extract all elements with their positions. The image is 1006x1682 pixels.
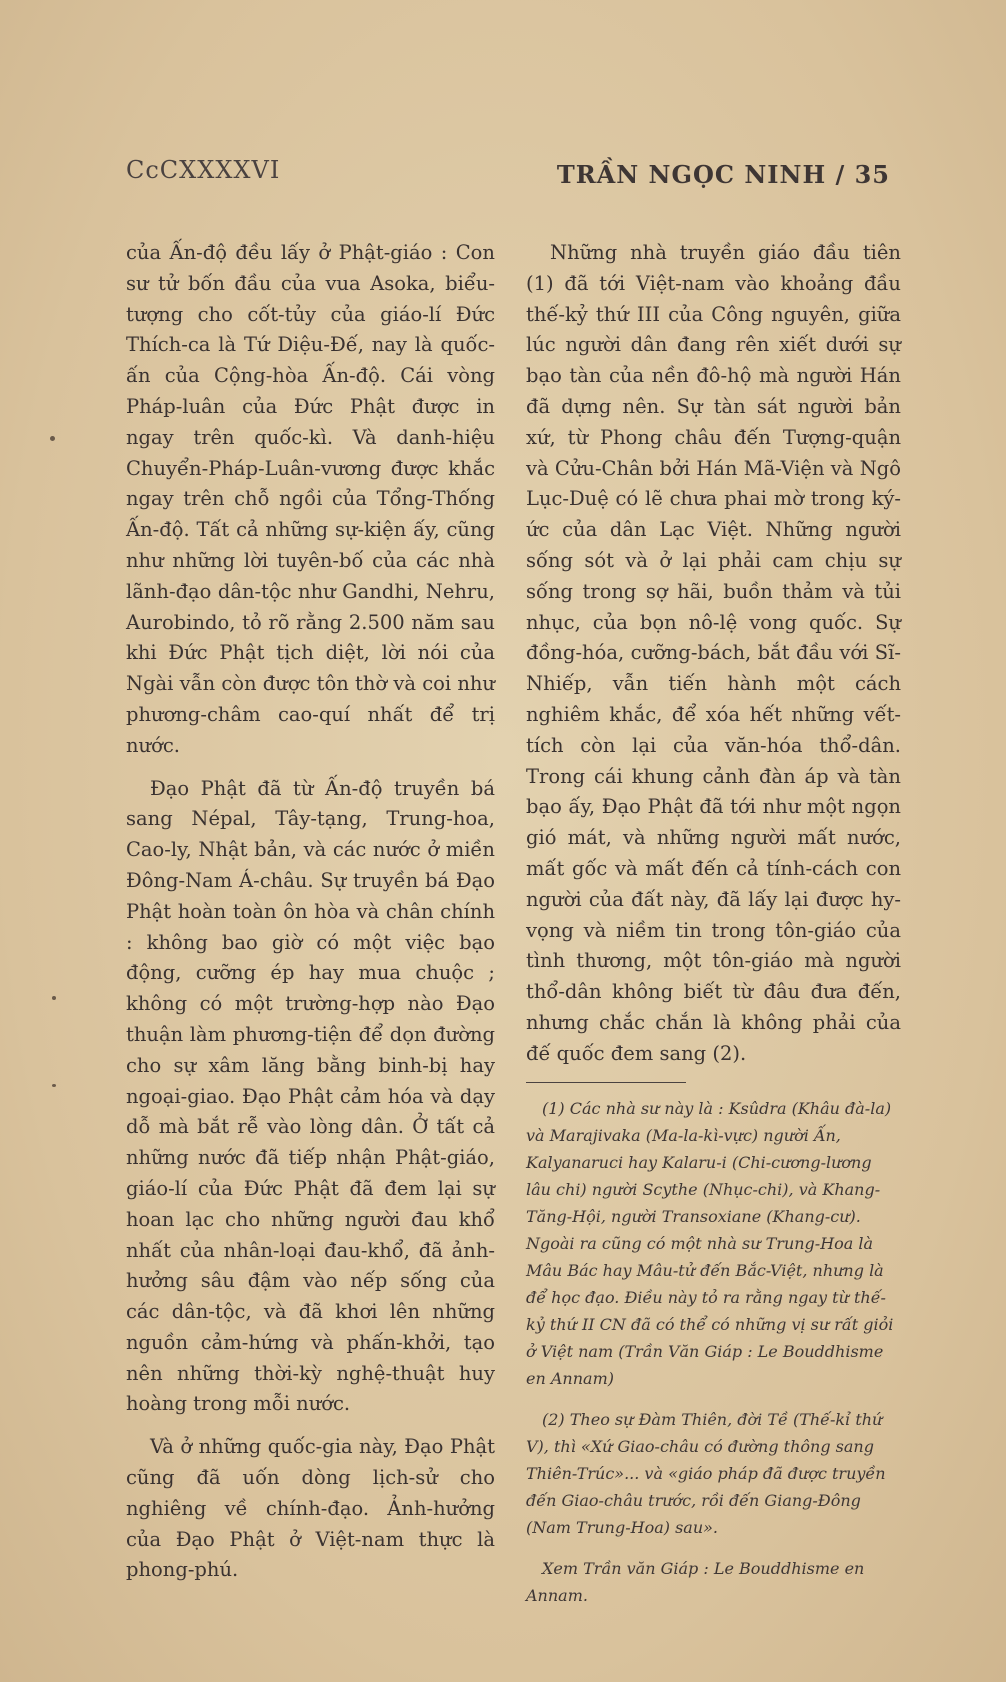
page-header-left: CcCXXXXVI bbox=[126, 156, 281, 184]
right-column bbox=[526, 238, 901, 1623]
footnote-divider bbox=[526, 1082, 686, 1083]
left-paragraph-1: của Ấn-độ đều lấy ở Phật-giáo : Con sư tử bốn đầu của vua Asoka, biểu-tượng cho cốt-tủy của giáo-lí Đức Thích-ca là Tứ Diệu-Đế, nay là quốc-ấn của Cộng-hòa Ấn-độ. Cái vòng Pháp-luân của Đức Phật được in ngay trên quốc-kì. Và danh-hiệu Chuyển-Pháp-Luân-vương được khắc ngay trên chỗ ngồi của Tổng-Thống Ấn-độ. Tất cả những sự-kiện ấy, cũng như những lời tuyên-bố của các nhà lãnh-đạo dân-tộc như Gandhi, Nehru, Aurobindo, tỏ rõ rằng 2.500 năm sau khi Đức Phật tịch diệt, lời nói của Ngài vẫn còn được tôn thờ và coi như phương-châm cao-quí nhất để trị nước. bbox=[126, 241, 495, 757]
paper-speck bbox=[50, 436, 55, 441]
paper-speck bbox=[52, 1084, 56, 1087]
left-column bbox=[126, 238, 495, 1598]
footnote-source: Xem Trần văn Giáp : Le Bouddhisme en Annam. bbox=[526, 1558, 865, 1605]
footnote-2: (2) Theo sự Đàm Thiên, đời Tề (Thế-kỉ thứ V), thì «Xứ Giao-châu có đường thông sang Thiên-Trúc»... và «giáo pháp đã được truyền đến Giao-châu trước, rồi đến Giang-Đông (Nam Trung-Hoa) sau». bbox=[526, 1409, 886, 1537]
left-paragraph-3: Và ở những quốc-gia này, Đạo Phật cũng đã uốn dòng lịch-sử cho nghiêng về chính-đạo. Ảnh-hưởng của Đạo Phật ở Việt-nam thực là phong-phú. bbox=[126, 1435, 495, 1582]
left-paragraph-2: Đạo Phật đã từ Ấn-độ truyền bá sang Népal, Tây-tạng, Trung-hoa, Cao-ly, Nhật bản, và các nước ở miền Đông-Nam Á-châu. Sự truyền bá Đạo Phật hoàn toàn ôn hòa và chân chính : không bao giờ có một việc bạo động, cưỡng ép hay mua chuộc ; không có một trường-hợp nào Đạo thuận làm phương-tiện để dọn đường cho sự xâm lăng bằng binh-bị hay ngoại-giao. Đạo Phật cảm hóa và dạy dỗ mà bắt rễ vào lòng dân. Ở tất cả những nước đã tiếp nhận Phật-giáo, giáo-lí của Đức Phật đã đem lại sự hoan lạc cho những người đau khổ nhất của nhân-loại đau-khổ, đã ảnh-hưởng sâu đậm vào nếp sống của các dân-tộc, và đã khơi lên những nguồn cảm-hứng và phấn-khởi, tạo nên những thời-kỳ nghệ-thuật huy hoàng trong mỗi nước. bbox=[126, 776, 495, 1416]
paper-speck bbox=[52, 996, 56, 1000]
page-header-right: TRẦN NGỌC NINH / 35 bbox=[556, 160, 890, 189]
right-paragraph-1: Những nhà truyền giáo đầu tiên (1) đã tới Việt-nam vào khoảng đầu thế-kỷ thứ III của Công nguyên, giữa lúc người dân đang rên xiết dưới sự bạo tàn của nền đô-hộ mà người Hán đã dựng nên. Sự tàn sát người bản xứ, từ Phong châu đến Tượng-quận và Cửu-Chân bởi Hán Mã-Viện và Ngô Lục-Duệ có lẽ chưa phai mờ trong ký-ức của dân Lạc Việt. Những người sống sót và ở lại phải cam chịu sự sống trong sợ hãi, buồn thảm và tủi nhục, của bọn nô-lệ vong quốc. Sự đồng-hóa, cưỡng-bách, bắt đầu với Sĩ-Nhiếp, vẫn tiến hành một cách nghiêm khắc, để xóa hết những vết-tích còn lại của văn-hóa thổ-dân. Trong cái khung cảnh đàn áp và tàn bạo ấy, Đạo Phật đã tới như một ngọn gió mát, và những người mất nước, mất gốc và mất đến cả tính-cách con người của đất này, đã lấy lại được hy-vọng và niềm tin trong tôn-giáo của tình thương, một tôn-giáo mà người thổ-dân không biết từ đâu đưa đến, nhưng chắc chắn là không phải của đế quốc đem sang (2). bbox=[526, 241, 901, 1065]
footnote-1: (1) Các nhà sư này là : Ksûdra (Khâu đà-la) và Marajivaka (Ma-la-kì-vực) người Ấn, Kalyanaruci hay Kalaru-i (Chi-cương-lương lâu chi) người Scythe (Nhục-chi), và Khang-Tăng-Hội, người Transoxiane (Khang-cư). Ngoài ra cũng có một nhà sư Trung-Hoa là Mâu Bác hay Mâu-tử đến Bắc-Việt, nhưng là để học đạo. Điều này tỏ ra rằng ngay từ thế-kỷ thứ II CN đã có thể có những vị sư rất giỏi ở Việt nam (Trần Văn Giáp : Le Bouddhisme en Annam) bbox=[526, 1098, 894, 1388]
